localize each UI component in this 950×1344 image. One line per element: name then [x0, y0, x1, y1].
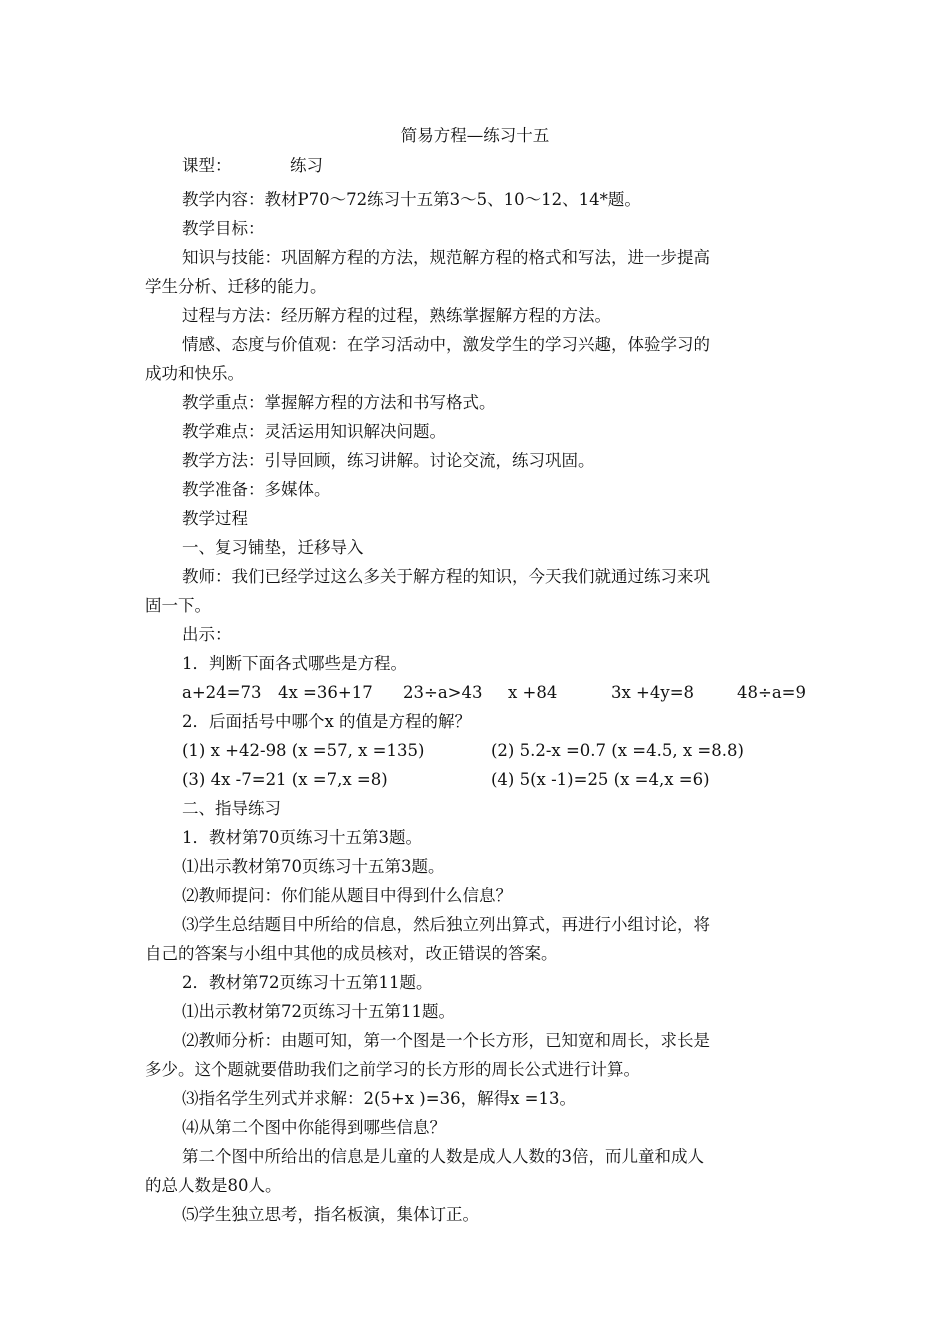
teacher-intro-line2: 固一下。 [145, 596, 211, 615]
practice-2-step-a: ⑴出示教材第72页练习十五第11题。 [182, 1002, 455, 1021]
show-label: 出示： [182, 625, 232, 644]
practice-1-step-a: ⑴出示教材第70页练习十五第3题。 [182, 857, 445, 876]
process-method: 过程与方法：经历解方程的过程，熟练掌握解方程的方法。 [182, 306, 611, 325]
practice-2: 2．教材第72页练习十五第11题。 [182, 973, 433, 992]
practice-1-step-c-line2: 自己的答案与小组中其他的成员核对，改正错误的答案。 [145, 944, 558, 963]
practice-1-step-c-line1: ⑶学生总结题目中所给的信息，然后独立列出算式，再进行小组讨论，将 [182, 915, 710, 934]
emotion-attitude-line1: 情感、态度与价值观：在学习活动中，激发学生的学习兴趣，体验学习的 [182, 335, 710, 354]
expression-item: x +84 [508, 683, 558, 702]
goals-heading: 教学目标： [182, 219, 265, 238]
expression-item: 48÷a=9 [737, 683, 806, 702]
expression-item: a+24=73 [182, 683, 262, 702]
practice-2-step-f: ⑸学生独立思考，指名板演，集体订正。 [182, 1205, 479, 1224]
section-heading-1: 一、复习铺垫，迁移导入 [182, 538, 364, 557]
practice-1-step-b: ⑵教师提问：你们能从题目中得到什么信息？ [182, 886, 512, 905]
knowledge-skill-line2: 学生分析、迁移的能力。 [145, 277, 327, 296]
practice-2-step-b-line2: 多少。这个题就要借助我们之前学习的长方形的周长公式进行计算。 [145, 1060, 640, 1079]
document-title: 简易方程—练习十五 [400, 126, 550, 145]
expression-item: 23÷a>43 [403, 683, 483, 702]
teacher-intro-line1: 教师：我们已经学过这么多关于解方程的知识，今天我们就通过练习来巩 [182, 567, 710, 586]
process-heading: 教学过程 [182, 509, 248, 528]
difficulty: 教学难点：灵活运用知识解决问题。 [182, 422, 446, 441]
equation-option-2: (2) 5.2-x =0.7 (x =4.5, x =8.8) [491, 741, 744, 760]
teaching-content: 教学内容：教材P70～72练习十五第3～5、10～12、14*题。 [182, 190, 641, 209]
equation-option-4: (4) 5(x -1)=25 (x =4,x =6) [491, 770, 710, 789]
question-1: 1．判断下面各式哪些是方程。 [182, 654, 407, 673]
teaching-preparation: 教学准备：多媒体。 [182, 480, 331, 499]
practice-2-step-e-line1: 第二个图中所给出的信息是儿童的人数是成人人数的3倍，而儿童和成人 [182, 1147, 704, 1166]
equation-option-1: (1) x +42-98 (x =57, x =135) [182, 741, 425, 760]
question-2: 2．后面括号中哪个x 的值是方程的解？ [182, 712, 472, 731]
equation-option-3: (3) 4x -7=21 (x =7,x =8) [182, 770, 388, 789]
practice-2-step-c: ⑶指名学生列式并求解：2(5+x )=36，解得x =13。 [182, 1089, 576, 1108]
section-heading-2: 二、指导练习 [182, 799, 281, 818]
emotion-attitude-line2: 成功和快乐。 [145, 364, 244, 383]
practice-1: 1．教材第70页练习十五第3题。 [182, 828, 422, 847]
expression-item: 4x =36+17 [278, 683, 373, 702]
teaching-method: 教学方法：引导回顾，练习讲解。讨论交流，练习巩固。 [182, 451, 595, 470]
practice-2-step-e-line2: 的总人数是80人。 [145, 1176, 282, 1195]
practice-2-step-b-line1: ⑵教师分析：由题可知，第一个图是一个长方形，已知宽和周长，求长是 [182, 1031, 710, 1050]
key-point: 教学重点：掌握解方程的方法和书写格式。 [182, 393, 496, 412]
lesson-type-label: 课型： [182, 156, 232, 175]
expression-item: 3x +4y=8 [611, 683, 695, 702]
lesson-type-value: 练习 [290, 156, 323, 175]
practice-2-step-d: ⑷从第二个图中你能得到哪些信息？ [182, 1118, 446, 1137]
knowledge-skill-line1: 知识与技能：巩固解方程的方法，规范解方程的格式和写法，进一步提高 [182, 248, 710, 267]
